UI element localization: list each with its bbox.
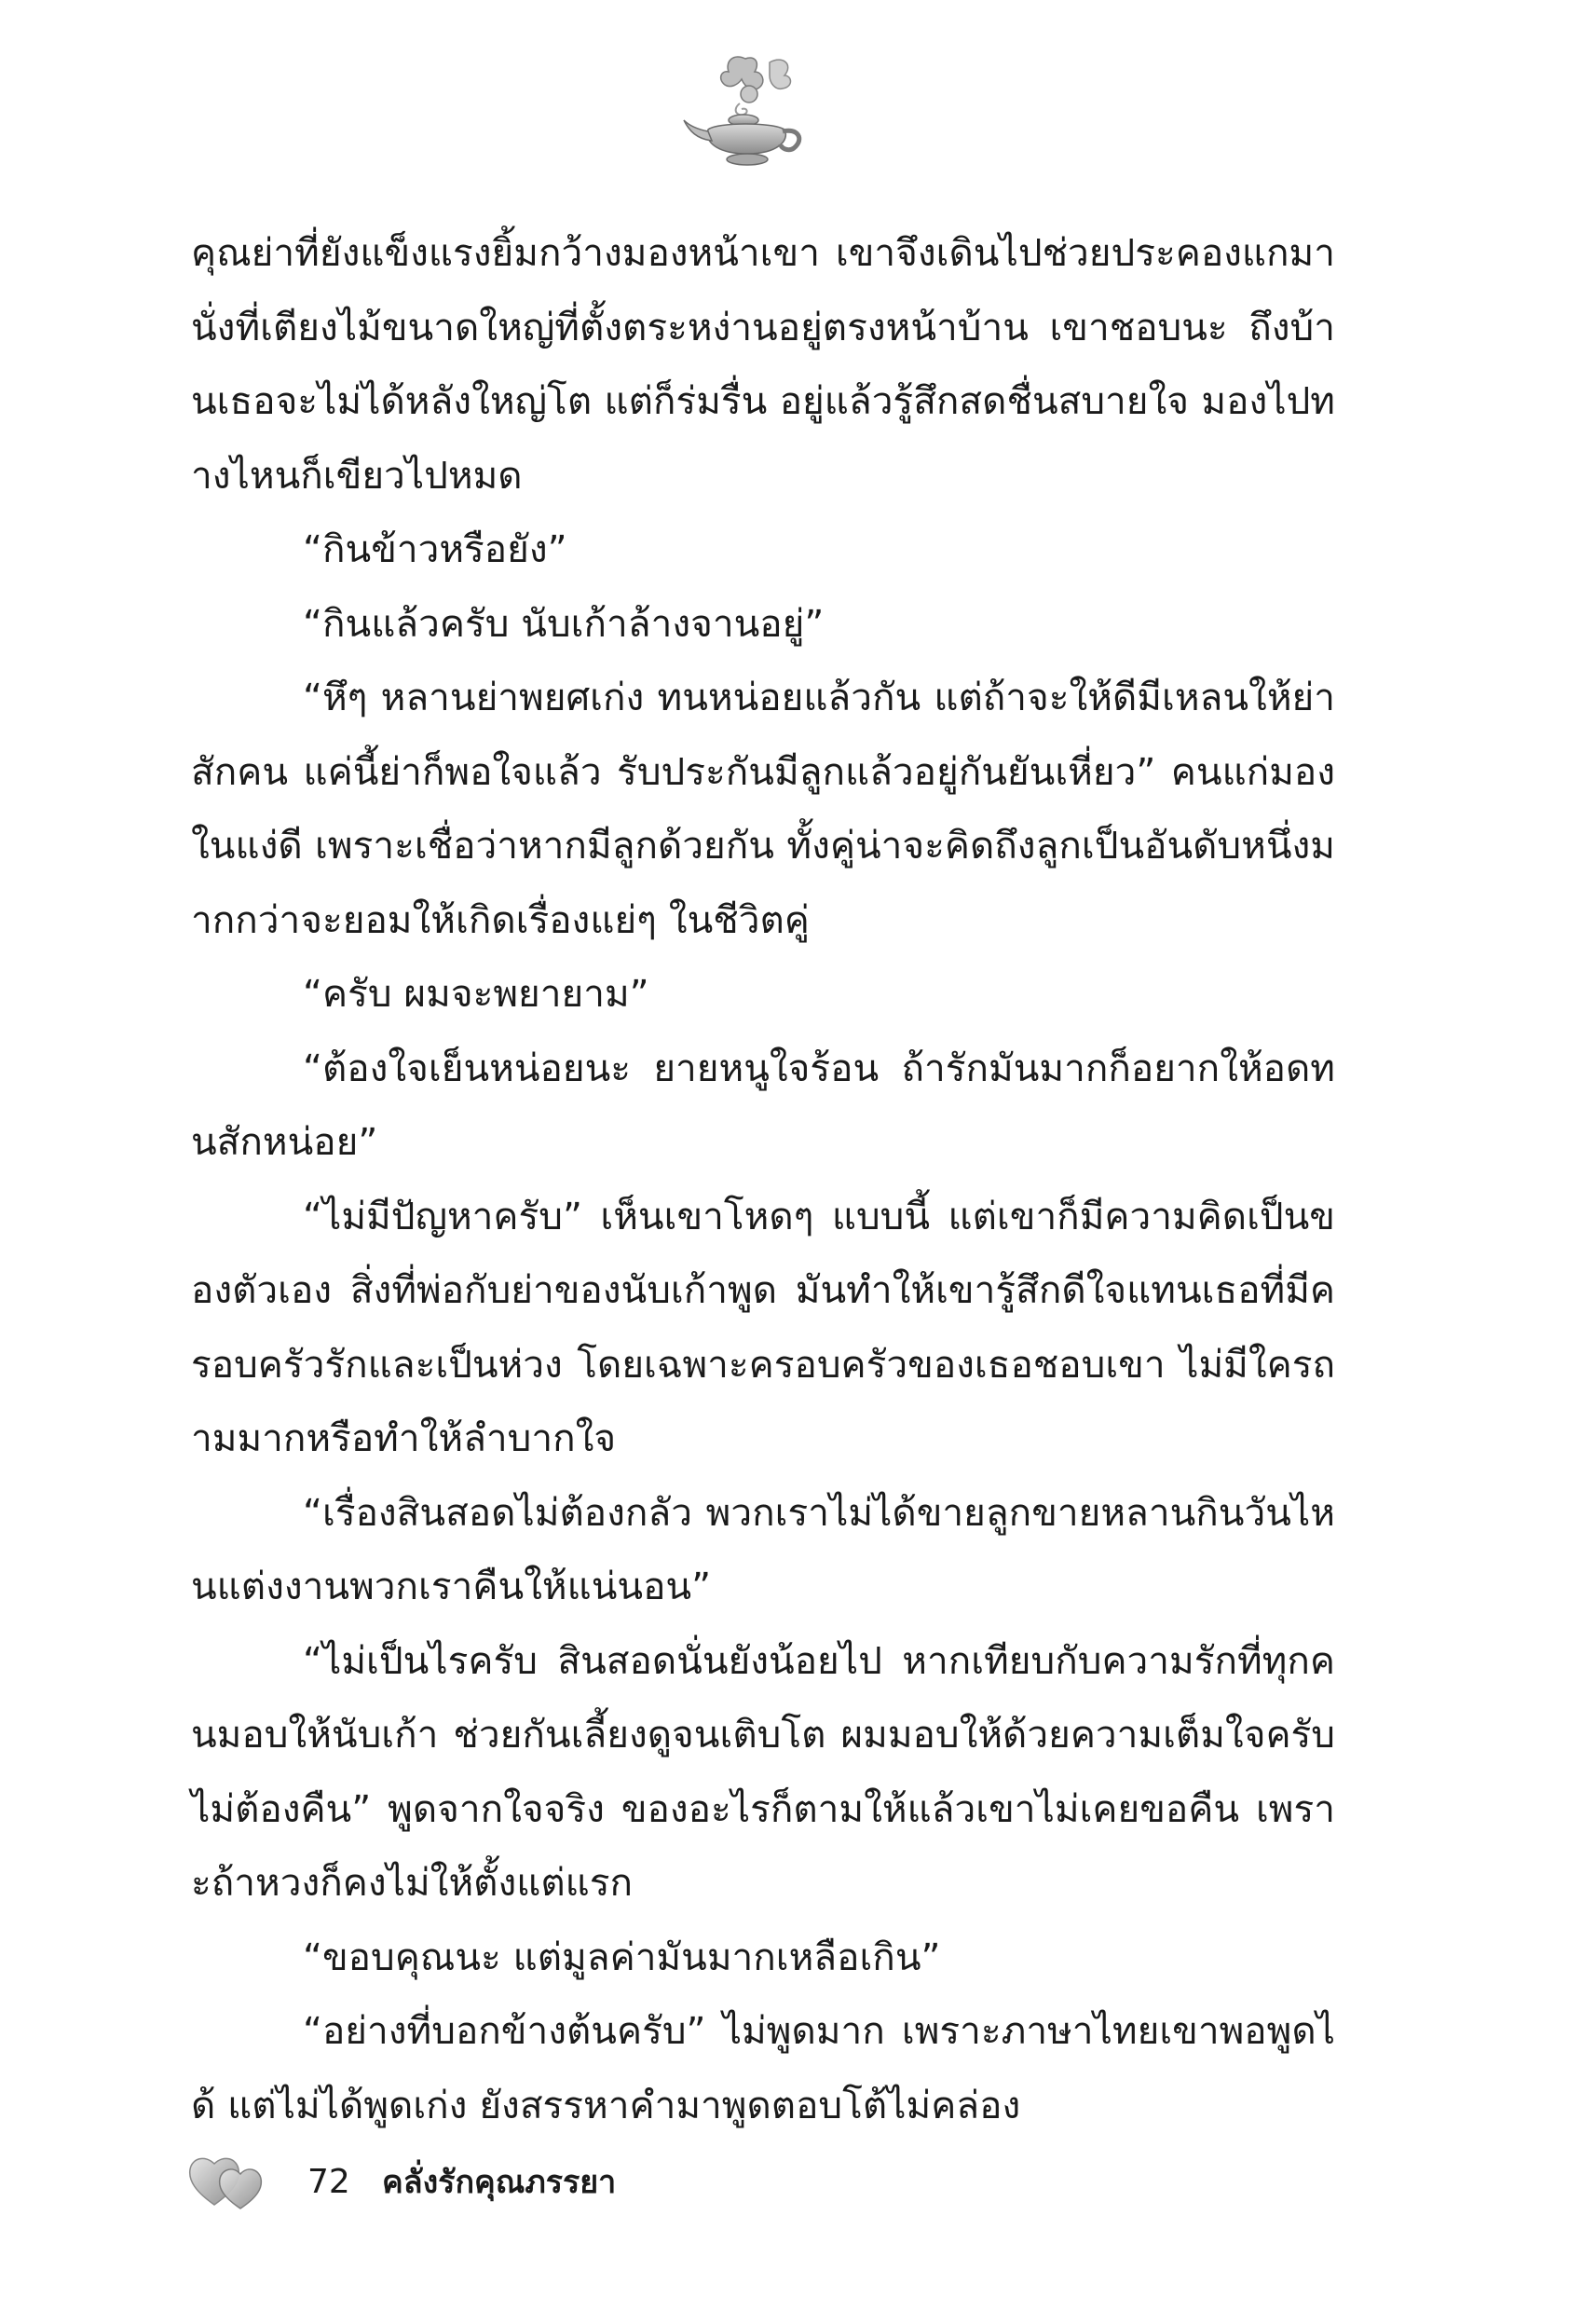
paragraph: “หึๆ หลานย่าพยศเก่ง ทนหน่อยแล้วกัน แต่ถ้าจะให้ดีมีเหลนให้ย่าสักคน แค่นี้ย่าก็พอใจแล้ว รับประกันมีลูกแล้วอยู่กันยันเหี่ยว” คนแก่มองในแง่ดี เพราะเชื่อว่าหากมีลูกด้วยกัน ทั้งคู่น่าจะคิดถึงลูกเป็นอันดับหนึ่งมากกว่าจะยอมให้เกิดเรื่องแย่ๆ ในชีวิตคู่ (191, 675, 1335, 942)
paragraph: “ไม่มีปัญหาครับ” เห็นเขาโหดๆ แบบนี้ แต่เขาก็มีความคิดเป็นของตัวเอง สิ่งที่พ่อกับย่าของนับเก้าพูด มันทำให้เขารู้สึกดีใจแทนเธอที่มีครอบครัวรักและเป็นห่วง โดยเฉพาะครอบครัวของเธอชอบเขา ไม่มีใครถามมากหรือทำให้ลำบากใจ (191, 1193, 1335, 1460)
page-number: 72 (307, 2163, 350, 2201)
paragraph: “ต้องใจเย็นหน่อยนะ ยายหนูใจร้อน ถ้ารักมันมากก็อยากให้อดทนสักหน่อย” (191, 1045, 1335, 1164)
paragraph: “อย่างที่บอกข้างต้นครับ” ไม่พูดมาก เพราะภาษาไทยเขาพอพูดได้ แต่ไม่ได้พูดเก่ง ยังสรรหาคำมาพูดตอบโต้ไม่คล่อง (191, 2008, 1335, 2127)
paragraph: “ขอบคุณนะ แต่มูลค่ามันมากเหลือเกิน” (303, 1934, 941, 1979)
paragraph: “ไม่เป็นไรครับ สินสอดนั่นยังน้อยไป หากเทียบกับความรักที่ทุกคนมอบให้นับเก้า ช่วยกันเลี้ยงดูจนเติบโต ผมมอบให้ด้วยความเต็มใจครับ ไม่ต้องคืน” พูดจากใจจริง ของอะไรก็ตามให้แล้วเขาไม่เคยขอคืน เพราะถ้าหวงก็คงไม่ให้ตั้งแต่แรก (191, 1637, 1335, 1905)
paragraph: “กินแล้วครับ นับเก้าล้างจานอยู่” (303, 600, 825, 646)
page-body (191, 216, 1335, 2142)
book-title: คลั่งรักคุณภรรยา (382, 2164, 617, 2201)
paragraph: “ครับ ผมจะพยายาม” (303, 971, 649, 1016)
paragraph: “เรื่องสินสอดไม่ต้องกลัว พวกเราไม่ได้ขายลูกขายหลานกินวันไหนแต่งงานพวกเราคืนให้แน่นอน” (191, 1489, 1335, 1608)
hearts-icon (186, 2143, 270, 2218)
page-footer (186, 2143, 839, 2227)
paragraph: คุณย่าที่ยังแข็งแรงยิ้มกว้างมองหน้าเขา เขาจึงเดินไปช่วยประคองแกมานั่งที่เตียงไม้ขนาดใหญ่ที่ตั้งตระหง่านอยู่ตรงหน้าบ้าน เขาชอบนะ ถึงบ้านเธอจะไม่ได้หลังใหญ่โต แต่ก็ร่มรื่น อยู่แล้วรู้สึกสดชื่นสบายใจ มองไปทางไหนก็เขียวไปหมด (191, 230, 1335, 498)
paragraph: “กินข้าวหรือยัง” (303, 526, 567, 571)
genie-lamp-cupid-icon (680, 51, 820, 172)
